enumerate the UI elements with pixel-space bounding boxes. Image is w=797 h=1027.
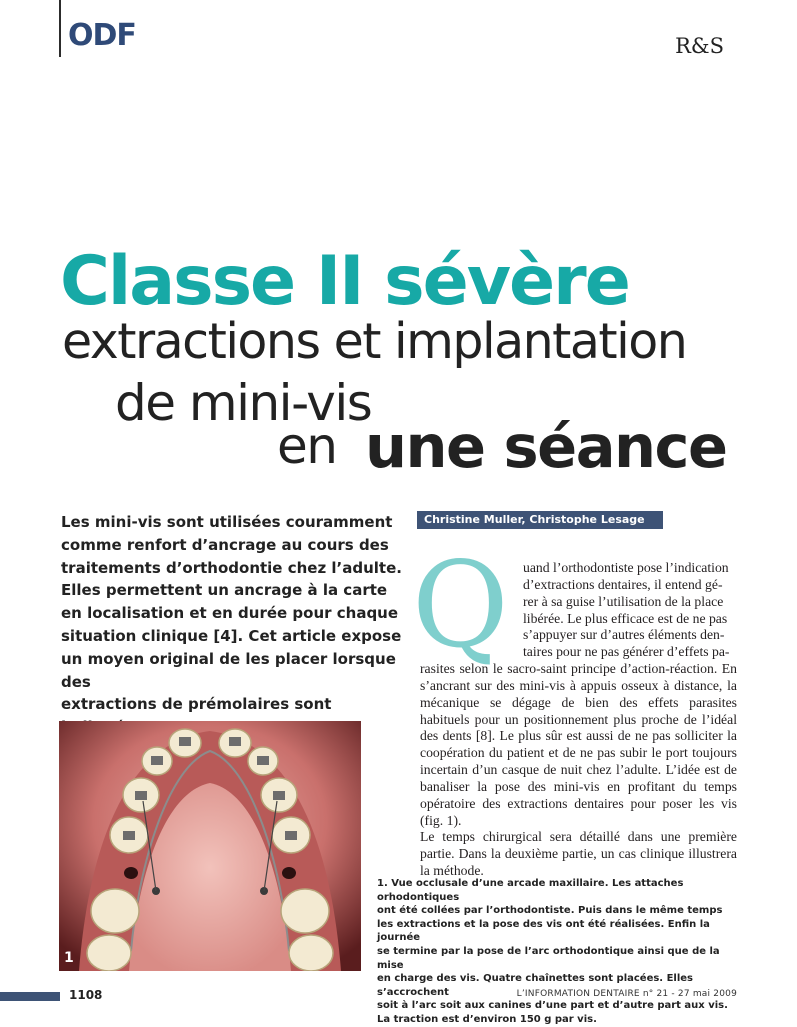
caption-line: les extractions et la pose des vis ont été réalisées. Enfin la journée xyxy=(377,918,710,944)
dropcap: Q xyxy=(412,536,509,674)
lead-paragraph xyxy=(61,511,416,739)
subtitle-line-2: de mini-vis xyxy=(115,374,372,432)
article-title: Classe II sévère xyxy=(60,242,629,321)
lead-line: Les mini-vis sont utilisées couramment xyxy=(61,513,393,531)
caption-line: ont été collées par l’orthodontiste. Puis dans le même temps xyxy=(377,905,723,917)
page-number: 1108 xyxy=(69,988,103,1002)
body-line: d’extractions dentaires, il entend gé- xyxy=(523,576,723,592)
lead-line: Elles permettent un ancrage à la carte xyxy=(61,581,388,600)
lead-line: en localisation et en durée pour chaque xyxy=(61,604,399,623)
lead-line: un moyen original de les placer lorsque des xyxy=(61,649,396,691)
caption-line: soit à l’arc soit aux canines d’une part et d’autre part aux vis. xyxy=(377,1000,728,1012)
lead-line: comme renfort d’ancrage au cours des xyxy=(61,535,389,554)
body-line: rer à sa guise l’utilisation de la place xyxy=(523,593,724,609)
figure-number: 1 xyxy=(64,950,74,966)
figure-photo xyxy=(59,721,361,971)
body-line: taires pour ne pas générer d’effets pa- xyxy=(523,644,730,660)
body-line: uand l’orthodontiste pose l’indication xyxy=(523,560,729,575)
subtitle-line-3a: en xyxy=(277,417,337,475)
dental-arch-photo xyxy=(59,721,361,971)
authors-bar: Christine Muller, Christophe Lesage xyxy=(417,511,663,529)
footer-source: L’INFORMATION DENTAIRE n° 21 - 27 mai 2009 xyxy=(516,989,737,999)
header-rule xyxy=(59,0,61,57)
lead-line: situation clinique [4]. Cet article expose xyxy=(61,626,402,645)
body-line: s’appuyer sur d’autres éléments den- xyxy=(523,627,725,643)
brand-logo: R&S xyxy=(675,34,724,58)
body-paragraph-1: rasites selon le sacro-saint principe d’action-réaction. En s’ancrant sur des mini-vis à appuis osseux à distance, la mécanique se dégage de bien des effets parasites habituels pour un positionnement plus proche de l’idéal des dents [8]. Le plus sûr est aussi de ne pas solliciter la coopération du patient et de ne pas subir le port toujours incertain d’un casque de nuit chez l’adulte. L’idée est de banaliser la pose des mini-vis en profitant du temps opératoire des extractions dentaires pour poser les vis (fig. 1). xyxy=(420,661,737,828)
lead-line: extractions de prémolaires sont xyxy=(61,695,332,714)
footer-bar xyxy=(0,992,60,1001)
subtitle-line-3b: une séance xyxy=(365,412,727,481)
caption-line: 1. Vue occlusale d’une arcade maxillaire. Les attaches orhodontiques xyxy=(377,878,684,903)
subtitle-line-1: extractions et implantation xyxy=(62,313,687,370)
figure-caption xyxy=(377,877,737,1027)
lead-line: traitements d’orthodontie chez l’adulte. xyxy=(61,558,402,577)
caption-line: La traction est d’environ 150 g par vis. xyxy=(377,1013,597,1025)
body-paragraph-2: Le temps chirurgical sera détaillé dans une première partie. Dans la deuxième partie, un cas clinique illustrera la méthode. xyxy=(420,829,737,879)
body-line: libérée. Le plus efficace est de ne pas xyxy=(523,610,728,626)
section-rubric: ODF xyxy=(68,18,136,53)
caption-line: en charge des vis. Quatre chaînettes sont placées. Elles s’accrochent xyxy=(377,973,694,998)
article-body xyxy=(420,661,737,880)
article-body-indented xyxy=(523,560,737,661)
caption-line: se termine par la pose de l’arc orthodontique ainsi que de la mise xyxy=(377,945,720,971)
